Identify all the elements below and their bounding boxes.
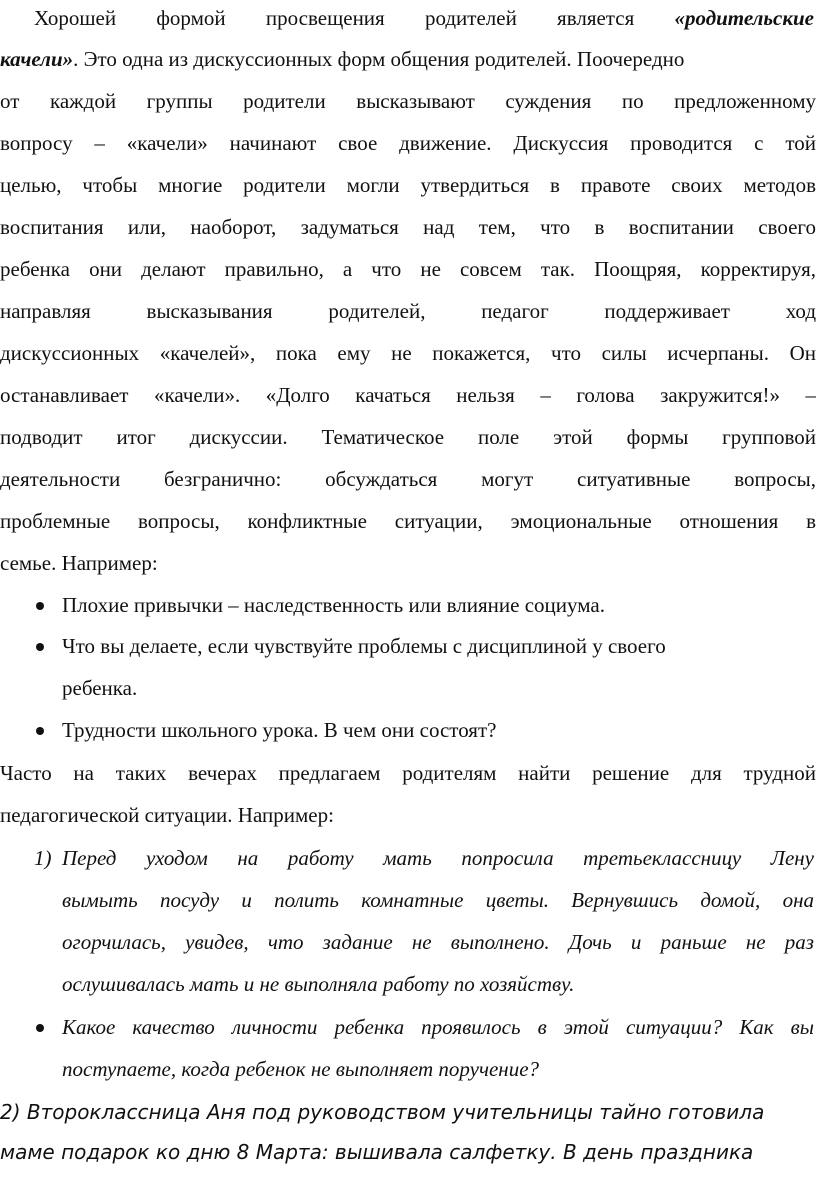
paragraph-1-line: семье. Например: xyxy=(0,551,158,575)
case-number: 1) xyxy=(34,846,52,870)
paragraph-2-line: Часто на таких вечерах предлагаем родителям найти решение для трудной xyxy=(0,761,816,785)
paragraph-1-line: дискуссионных «качелей», пока ему не покажется, что силы исчерпаны. Он xyxy=(0,341,816,365)
paragraph-1-line: от каждой группы родители высказывают суждения по предложенному xyxy=(0,89,816,113)
case-line: ослушивалась мать и не выполняла работу по хозяйству. xyxy=(62,972,575,996)
case-line: Перед уходом на работу мать попросила третьеклассницу Лену xyxy=(62,846,814,870)
paragraph-1-line: направляя высказывания родителей, педагог поддерживает ход xyxy=(0,299,816,323)
question-line: поступаете, когда ребенок не выполняет поручение? xyxy=(62,1057,540,1081)
case-line: вымыть посуду и полить комнатные цветы. Вернувшись домой, она xyxy=(62,888,814,912)
paragraph-1-line: вопросу – «качели» начинают свое движение. Дискуссия проводится с той xyxy=(0,131,816,155)
bullet-icon xyxy=(36,727,44,735)
bullet-icon xyxy=(36,602,44,610)
paragraph-1-line: проблемные вопросы, конфликтные ситуации, эмоциональные отношения в xyxy=(0,509,816,533)
bullet-icon xyxy=(36,643,44,651)
case-2-line: 2) Второклассница Аня под руководством учительницы тайно готовила xyxy=(0,1100,765,1124)
list-item-continuation: ребенка. xyxy=(62,676,138,700)
list-item: Что вы делаете, если чувствуйте проблемы с дисциплиной у своего xyxy=(62,634,666,658)
question-line: Какое качество личности ребенка проявилось в этой ситуации? Как вы xyxy=(62,1015,814,1039)
paragraph-1-line: подводит итог дискуссии. Тематическое поле этой формы групповой xyxy=(0,425,816,449)
list-item: Плохие привычки – наследственность или влияние социума. xyxy=(62,593,605,617)
paragraph-1-text: Хорошей формой просвещения родителей является xyxy=(34,6,635,30)
paragraph-1-line: ребенка они делают правильно, а что не совсем так. Поощряя, корректируя, xyxy=(0,257,816,281)
paragraph-1-line: останавливает «качели». «Долго качаться нельзя – голова закружится!» – xyxy=(0,383,816,407)
paragraph-1-line-1 xyxy=(34,3,814,33)
list-item: Трудности школьного урока. В чем они состоят? xyxy=(62,718,497,742)
case-line: огорчилась, увидев, что задание не выполнено. Дочь и раньше не раз xyxy=(62,930,814,954)
bullet-icon xyxy=(36,1024,44,1032)
paragraph-1-line: воспитания или, наоборот, задуматься над тем, что в воспитании своего xyxy=(0,215,816,239)
paragraph-2-line: педагогической ситуации. Например: xyxy=(0,803,334,827)
paragraph-1-line: деятельности безгранично: обсуждаться могут ситуативные вопросы, xyxy=(0,467,816,491)
case-2-line: маме подарок ко дню 8 Марта: вышивала салфетку. В день праздника xyxy=(0,1140,754,1164)
paragraph-1-line-2 xyxy=(0,44,816,74)
emphasis-term-end: качели» xyxy=(0,47,74,71)
paragraph-1-text: . Это одна из дискуссионных форм общения родителей. Поочередно xyxy=(73,47,685,71)
emphasis-term: «родительские xyxy=(674,6,814,30)
paragraph-1-line: целью, чтобы многие родители могли утвердиться в правоте своих методов xyxy=(0,173,816,197)
